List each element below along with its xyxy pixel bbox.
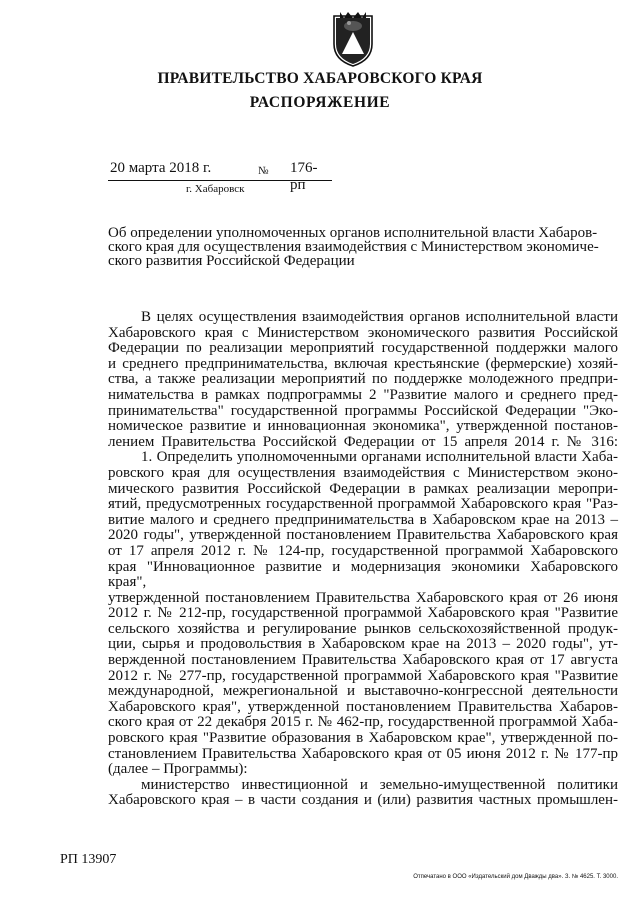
- coat-of-arms-icon: [330, 10, 376, 68]
- body-line: от 17 апреля 2012 г. № 124-пр, государственной программой Хабаровского: [108, 542, 618, 559]
- body-line: ства, а также реализации мероприятий по поддержке молодежного предпри-: [108, 371, 618, 388]
- body-line: 2012 г. № 212-пр, государственной программой Хабаровского края "Развитие: [108, 605, 618, 622]
- body-line: края "Инновационное развитие и модернизация экономики Хабаровского края",: [108, 558, 618, 591]
- document-body: [108, 310, 618, 809]
- body-line: мического развития Российской Федерации в рамках реализации меропри-: [108, 480, 618, 497]
- body-line: и среднего предпринимательства, включая крестьянские (фермерские) хозяй-: [108, 355, 618, 372]
- body-line: витие малого и среднего предпринимательства в Хабаровском крае на 2013 –: [108, 511, 618, 528]
- body-line: В целях осуществления взаимодействия органов исполнительной власти: [141, 309, 618, 325]
- body-line: утвержденной постановлением Правительства Хабаровского края от 26 июня: [108, 589, 618, 606]
- body-line: ровского края для осуществления взаимодействия с Министерством эконо-: [108, 464, 618, 481]
- body-line: сельского хозяйства и регулирование рынков сельскохозяйственной продук-: [108, 620, 618, 637]
- body-line: Хабаровского края с Министерством экономического развития Российской: [108, 324, 618, 341]
- body-line: ского края от 22 декабря 2015 г. № 462-пр, государственной программой Хаба-: [108, 714, 618, 731]
- body-line: министерство инвестиционной и земельно-имущественной политики: [141, 776, 618, 793]
- document-number: 176-рп: [290, 160, 318, 193]
- body-line: принимательства" государственной программы Российской Федерации "Эко-: [108, 402, 618, 419]
- body-line: ции, сырья и продовольствия в Хабаровском крае на 2013 – 2020 годы", ут-: [108, 636, 618, 653]
- body-line: вержденной постановлением Правительства Хабаровского края от 17 августа: [108, 652, 618, 669]
- body-line: международной, межрегиональной и выставочно-конгрессной деятельности: [108, 683, 618, 700]
- document-subject: [108, 226, 616, 268]
- registration-code: РП 13907: [60, 852, 117, 867]
- body-line: Хабаровского края", утвержденной постановлением Правительства Хабаров-: [108, 698, 618, 715]
- subject-line: ского края для осуществления взаимодействия с Министерством экономиче-: [108, 239, 599, 255]
- document-type-title: РАСПОРЯЖЕНИЕ: [249, 94, 391, 111]
- document-date: 20 марта 2018 г.: [110, 160, 212, 176]
- body-line: 2012 г. № 277-пр, государственной программой Хабаровского края "Развитие: [108, 667, 618, 684]
- body-line: становлением Правительства Хабаровского края от 05 июня 2012 г. № 177-пр: [108, 745, 618, 762]
- body-line: ровского края "Развитие образования в Хабаровском крае", утвержденной по-: [108, 730, 618, 747]
- printer-imprint: Отпечатано в ООО «Издательский дом Дважды два». З. № 4625. Т. 3000.: [413, 874, 618, 880]
- body-line: нимательства в рамках подпрограммы 2 "Развитие малого и среднего пред-: [108, 386, 618, 403]
- subject-line: Об определении уполномоченных органов исполнительной власти Хабаров-: [108, 225, 598, 241]
- body-line: ятий, предусмотренных государственной программой Хабаровского края "Раз-: [108, 496, 618, 513]
- body-line: лением Правительства Российской Федерации от 15 апреля 2014 г. № 316:: [108, 433, 618, 450]
- body-line: (далее – Программы):: [108, 761, 248, 778]
- document-city: г. Хабаровск: [186, 183, 245, 195]
- body-line: Хабаровского края – в части создания и (или) развития частных промышлен-: [108, 792, 618, 809]
- body-line: 1. Определить уполномоченными органами исполнительной власти Хаба-: [141, 449, 618, 466]
- government-title: ПРАВИТЕЛЬСТВО ХАБАРОВСКОГО КРАЯ: [157, 70, 483, 87]
- body-line: 2020 годы", утвержденной постановлением Правительства Хабаровского края: [108, 527, 618, 544]
- body-line: Федерации по реализации мероприятий государственной поддержки малого: [108, 340, 618, 357]
- subject-line: ского развития Российской Федерации: [108, 253, 355, 269]
- number-sign: №: [258, 165, 269, 177]
- body-line: номическое развитие и инновационная экономика", утвержденной постанов-: [108, 418, 618, 435]
